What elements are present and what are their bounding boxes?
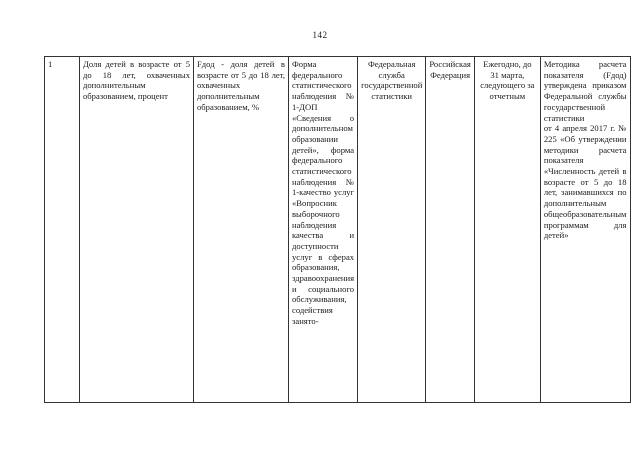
cell-agency: Федеральная служба государственной статистики <box>358 57 426 403</box>
cell-responsible: Российская Федерация <box>426 57 475 403</box>
cell-calculation: Fдод - доля детей в возрасте от 5 до 18 лет, охваченных дополнительным образованием, % <box>194 57 289 403</box>
cell-methodology: Методика расчета показателя (Fдод) утверждена приказом Федеральной службы государственной статистики от 4 апреля 2017 г. № 225 «Об утверждении методики расчета показателя «Численность детей в возрасте от 5 до 18 лет, занимавшихся по дополнительным общеобразовательным программам для детей» <box>540 57 630 403</box>
page-number: 142 <box>312 30 328 40</box>
cell-indicator-name: Доля детей в возрасте от 5 до 18 лет, охваченных дополнительным образованием, процент <box>80 57 194 403</box>
cell-source-form: Форма федерального статистического наблюдения № 1-ДОП «Сведения о дополнительном образовании детей», форма федерального статистического наблюдения № 1-качество услуг «Вопросник выборочного наблюдения качества и доступности услуг в сферах образования, здравоохранения и социального обслуживания, содействия занято- <box>289 57 358 403</box>
cell-row-number: 1 <box>45 57 80 403</box>
indicator-table <box>44 56 631 403</box>
table-row <box>45 57 631 403</box>
cell-frequency: Ежегодно, до 31 марта, следующего за отчетным <box>474 57 540 403</box>
